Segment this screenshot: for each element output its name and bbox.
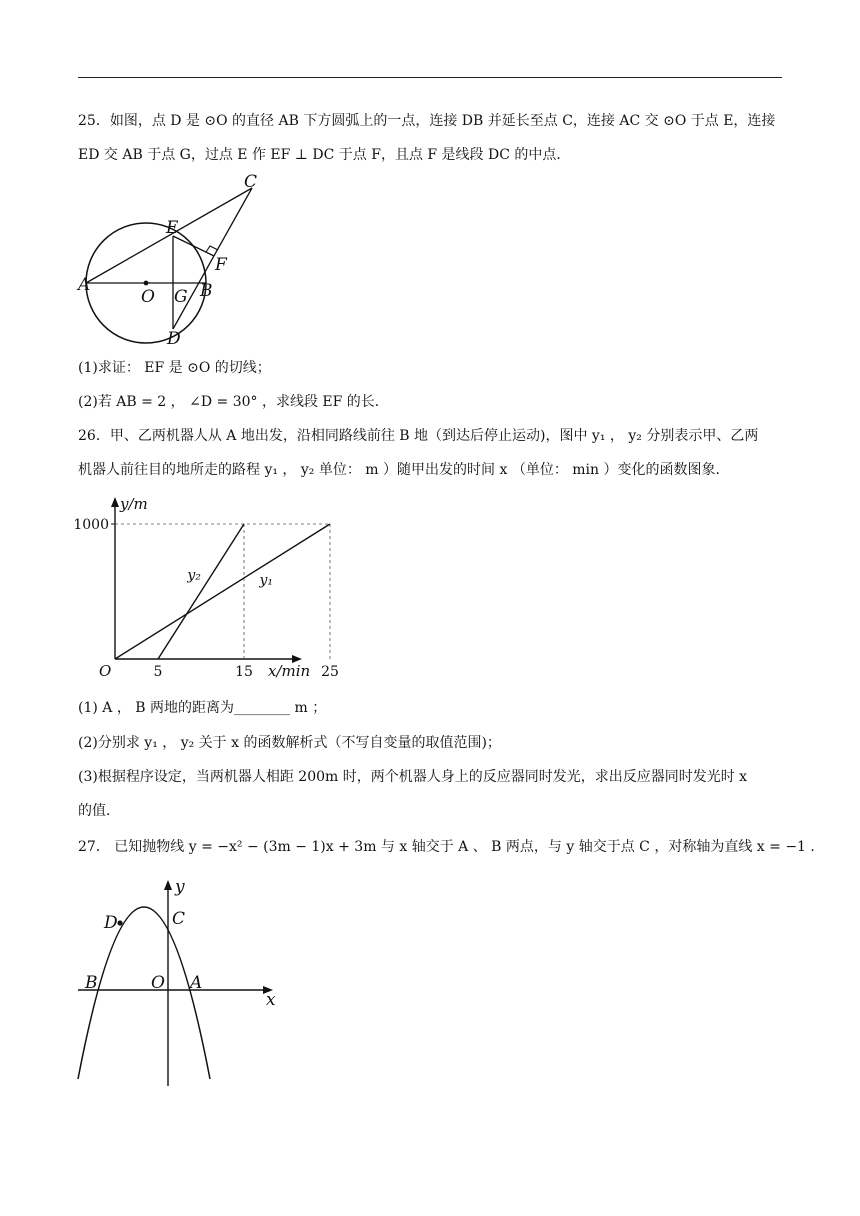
p-label-y: y <box>175 877 185 897</box>
label-b: B <box>200 281 213 301</box>
label-d: D <box>167 329 181 349</box>
series-label-2: y₂ <box>187 567 201 584</box>
p-label-x: x <box>266 990 276 1010</box>
q25-text-line2: ED 交 AB 于点 G，过点 E 作 EF ⊥ DC 于点 F，且点 F 是线段 DC 的中点． <box>78 147 571 163</box>
series-label-1: y₁ <box>259 572 274 589</box>
x-tick-label-25: 25 <box>321 664 339 680</box>
series-line-1 <box>115 524 330 659</box>
chart-x-axis-label: x/min <box>268 662 311 680</box>
q25-part2: (2)若 AB = 2 ， ∠D = 30° ，求线段 EF 的长． <box>78 394 389 410</box>
q25-circle-figure <box>70 168 270 350</box>
point-d <box>117 920 122 925</box>
q26-part2: (2)分别求 y₁ ， y₂ 关于 x 的函数解析式（不写自变量的取值范围)； <box>78 735 501 751</box>
q27-text-line1: 27． 已知抛物线 y = −x² − (3m − 1)x + 3m 与 x 轴交于 A 、 B 两点，与 y 轴交于点 C ，对称轴为直线 x = −1 ． <box>78 839 825 855</box>
label-e: E <box>166 218 179 238</box>
q26-part3-line2: 的值． <box>78 803 120 819</box>
label-a: A <box>78 275 91 295</box>
segment-dc <box>173 188 252 329</box>
q25-text-line1: 25．如图，点 D 是 ⊙O 的直径 AB 下方圆弧上的一点，连接 DB 并延长至点 C，连接 AC 交 ⊙O 于点 E，连接 <box>78 113 776 129</box>
chart-y-axis-label: y/m <box>120 495 148 513</box>
q26-distance-time-chart <box>70 492 339 684</box>
label-o: O <box>141 287 155 307</box>
q26-text-line2: 机器人前往目的地所走的路程 y₁ ， y₂ 单位： m ）随甲出发的时间 x （单位： min ）变化的函数图象． <box>78 462 730 478</box>
q25-part1: (1)求证： EF 是 ⊙O 的切线； <box>78 360 271 376</box>
q26-part3-line1: (3)根据程序设定，当两机器人相距 200m 时，两个机器人身上的反应器同时发光，求出反应器同时发光时 x <box>78 769 748 785</box>
p-label-a: A <box>190 973 203 993</box>
x-tick-label-15: 15 <box>235 664 253 680</box>
x-tick-label-5: 5 <box>153 664 163 680</box>
label-c: C <box>244 172 258 192</box>
header-rule <box>78 77 782 78</box>
p-label-b: B <box>85 973 98 993</box>
p-label-c: C <box>172 909 186 929</box>
y-tick-label-1000: 1000 <box>73 517 109 533</box>
q26-text-line1: 26．甲、乙两机器人从 A 地出发，沿相同路线前往 B 地（到达后停止运动)，图中 y₁ ， y₂ 分别表示甲、乙两 <box>78 428 759 444</box>
label-f: F <box>215 255 227 275</box>
label-g: G <box>174 287 188 307</box>
parabola-curve <box>78 907 210 1079</box>
q26-part1: (1) A ， B 两地的距离为________ m ； <box>78 700 327 716</box>
center-dot <box>144 281 149 286</box>
chart-origin-label: O <box>99 662 112 680</box>
q27-parabola-figure <box>70 872 290 1092</box>
p-label-d: D <box>104 913 118 933</box>
p-y-axis-arrow-icon <box>164 880 172 890</box>
segment-ef <box>173 236 214 256</box>
y-axis-arrow-icon <box>111 497 119 507</box>
series-line-2 <box>158 524 244 659</box>
p-label-o: O <box>151 973 165 993</box>
